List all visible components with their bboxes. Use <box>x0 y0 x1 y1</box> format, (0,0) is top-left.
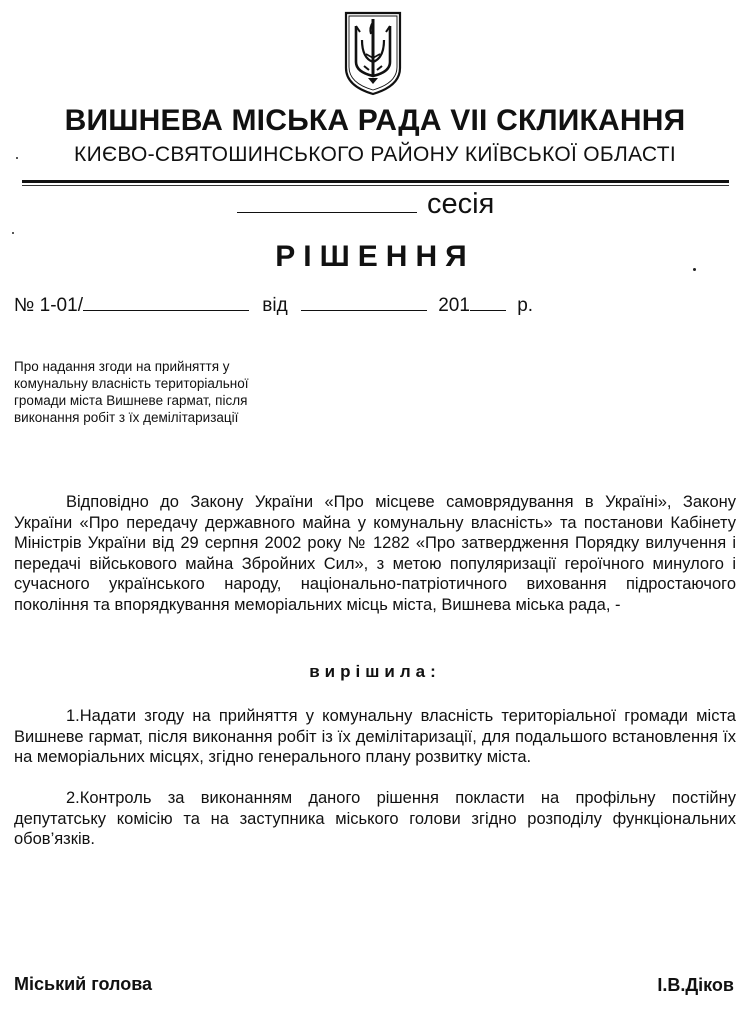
number-blank <box>83 293 249 311</box>
session-line <box>237 186 494 221</box>
signature-title: Міський голова <box>14 974 153 994</box>
decision-number-line <box>14 293 533 317</box>
header-divider-thick <box>22 180 729 183</box>
year-prefix: 201 <box>438 295 470 316</box>
year-blank <box>470 293 506 311</box>
scan-speck <box>693 268 696 271</box>
session-label: сесія <box>427 188 495 220</box>
trident-coat-of-arms-icon <box>342 10 404 96</box>
date-blank <box>301 293 427 311</box>
resolved-label: вирішила: <box>309 662 441 681</box>
scan-speck <box>12 232 14 234</box>
from-label: від <box>262 295 288 316</box>
document-title: РІШЕННЯ <box>275 240 475 273</box>
preamble-paragraph: Відповідно до Закону України «Про місцеве самоврядування в Україні», Закону України «Про передачу державного майна у комунальну власність» та постанови Кабінету Міністрів України від 29 серпня 2002 року № 1282 «Про затвердження Порядку вилучення і передачі військового майна Збройних Сил», з метою популяризації героїчного минулого і сучасного українського народу, національно-патріотичного виховання підростаючого покоління та впорядкування меморіальних місць міста, Вишнева міська рада, - <box>14 493 736 614</box>
year-suffix: р. <box>517 295 534 316</box>
district-line: КИЄВО-СВЯТОШИНСЬКОГО РАЙОНУ КИЇВСЬКОЇ ОБЛАСТІ <box>74 143 676 166</box>
signature-name: І.В.Діков <box>657 975 734 995</box>
decision-item-2: 2.Контроль за виконанням даного рішення покласти на профільну постійну депутатську комісію та на заступника міського голови згідно розподілу функціональних обов’язків. <box>14 789 736 848</box>
decision-subject: Про надання згоди на прийняття у комунальну власність територіальної громади міста Вишневе гармат, після виконання робіт з їх демілітаризації <box>14 359 249 425</box>
number-prefix: № 1-01/ <box>14 295 83 316</box>
scan-speck <box>16 157 18 159</box>
decision-item-1: 1.Надати згоду на прийняття у комунальну власність територіальної громади міста Вишневе гармат, після виконання робіт із їх демілітаризації, для подальшого встановлення їх на меморіальних місцях, згідно генерального плану розвитку міста. <box>14 707 736 766</box>
session-number-blank <box>237 186 417 213</box>
council-name: ВИШНЕВА МІСЬКА РАДА VII СКЛИКАННЯ <box>64 104 686 137</box>
